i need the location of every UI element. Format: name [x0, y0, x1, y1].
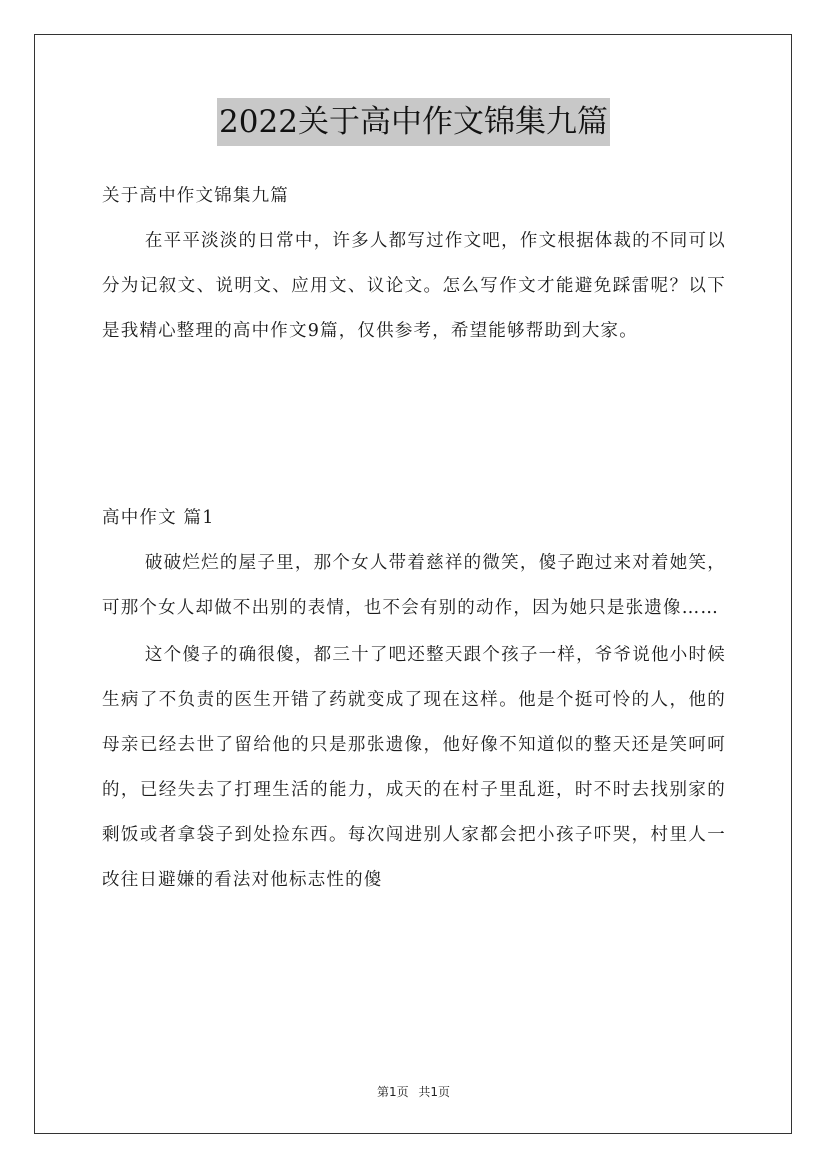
section-1-heading: 高中作文 篇1 — [102, 508, 215, 528]
document-body — [102, 174, 726, 354]
intro-paragraph: 在平平淡淡的日常中，许多人都写过作文吧，作文根据体裁的不同可以分为记叙文、说明文、应用文、议论文。怎么写作文才能避免踩雷呢？以下是我精心整理的高中作文9篇，仅供参考，希望能够帮助到大家。 — [102, 231, 726, 341]
section-1 — [102, 496, 726, 903]
page-number: 第1页 — [376, 1085, 409, 1099]
section-1-paragraph-2: 这个傻子的确很傻，都三十了吧还整天跟个孩子一样，爷爷说他小时候生病了不负责的医生开错了药就变成了现在这样。他是个挺可怜的人，他的母亲已经去世了留给他的只是那张遗像，他好像不知道似的整天还是笑呵呵的，已经失去了打理生活的能力，成天的在村子里乱逛，时不时去找别家的剩饭或者拿袋子到处捡东西。每次闯进别人家都会把小孩子吓哭，村里人一改往日避嫌的看法对他标志性的傻 — [102, 645, 726, 890]
page-footer — [0, 1083, 827, 1100]
document-subtitle: 关于高中作文锦集九篇 — [102, 186, 289, 206]
page-total: 共1页 — [418, 1085, 451, 1099]
document-title: 2022关于高中作文锦集九篇 — [217, 98, 610, 146]
section-1-paragraph-1: 破破烂烂的屋子里，那个女人带着慈祥的微笑，傻子跑过来对着她笑，可那个女人却做不出别的表情，也不会有别的动作，因为她只是张遗像…… — [102, 553, 726, 618]
title-container — [0, 98, 827, 146]
